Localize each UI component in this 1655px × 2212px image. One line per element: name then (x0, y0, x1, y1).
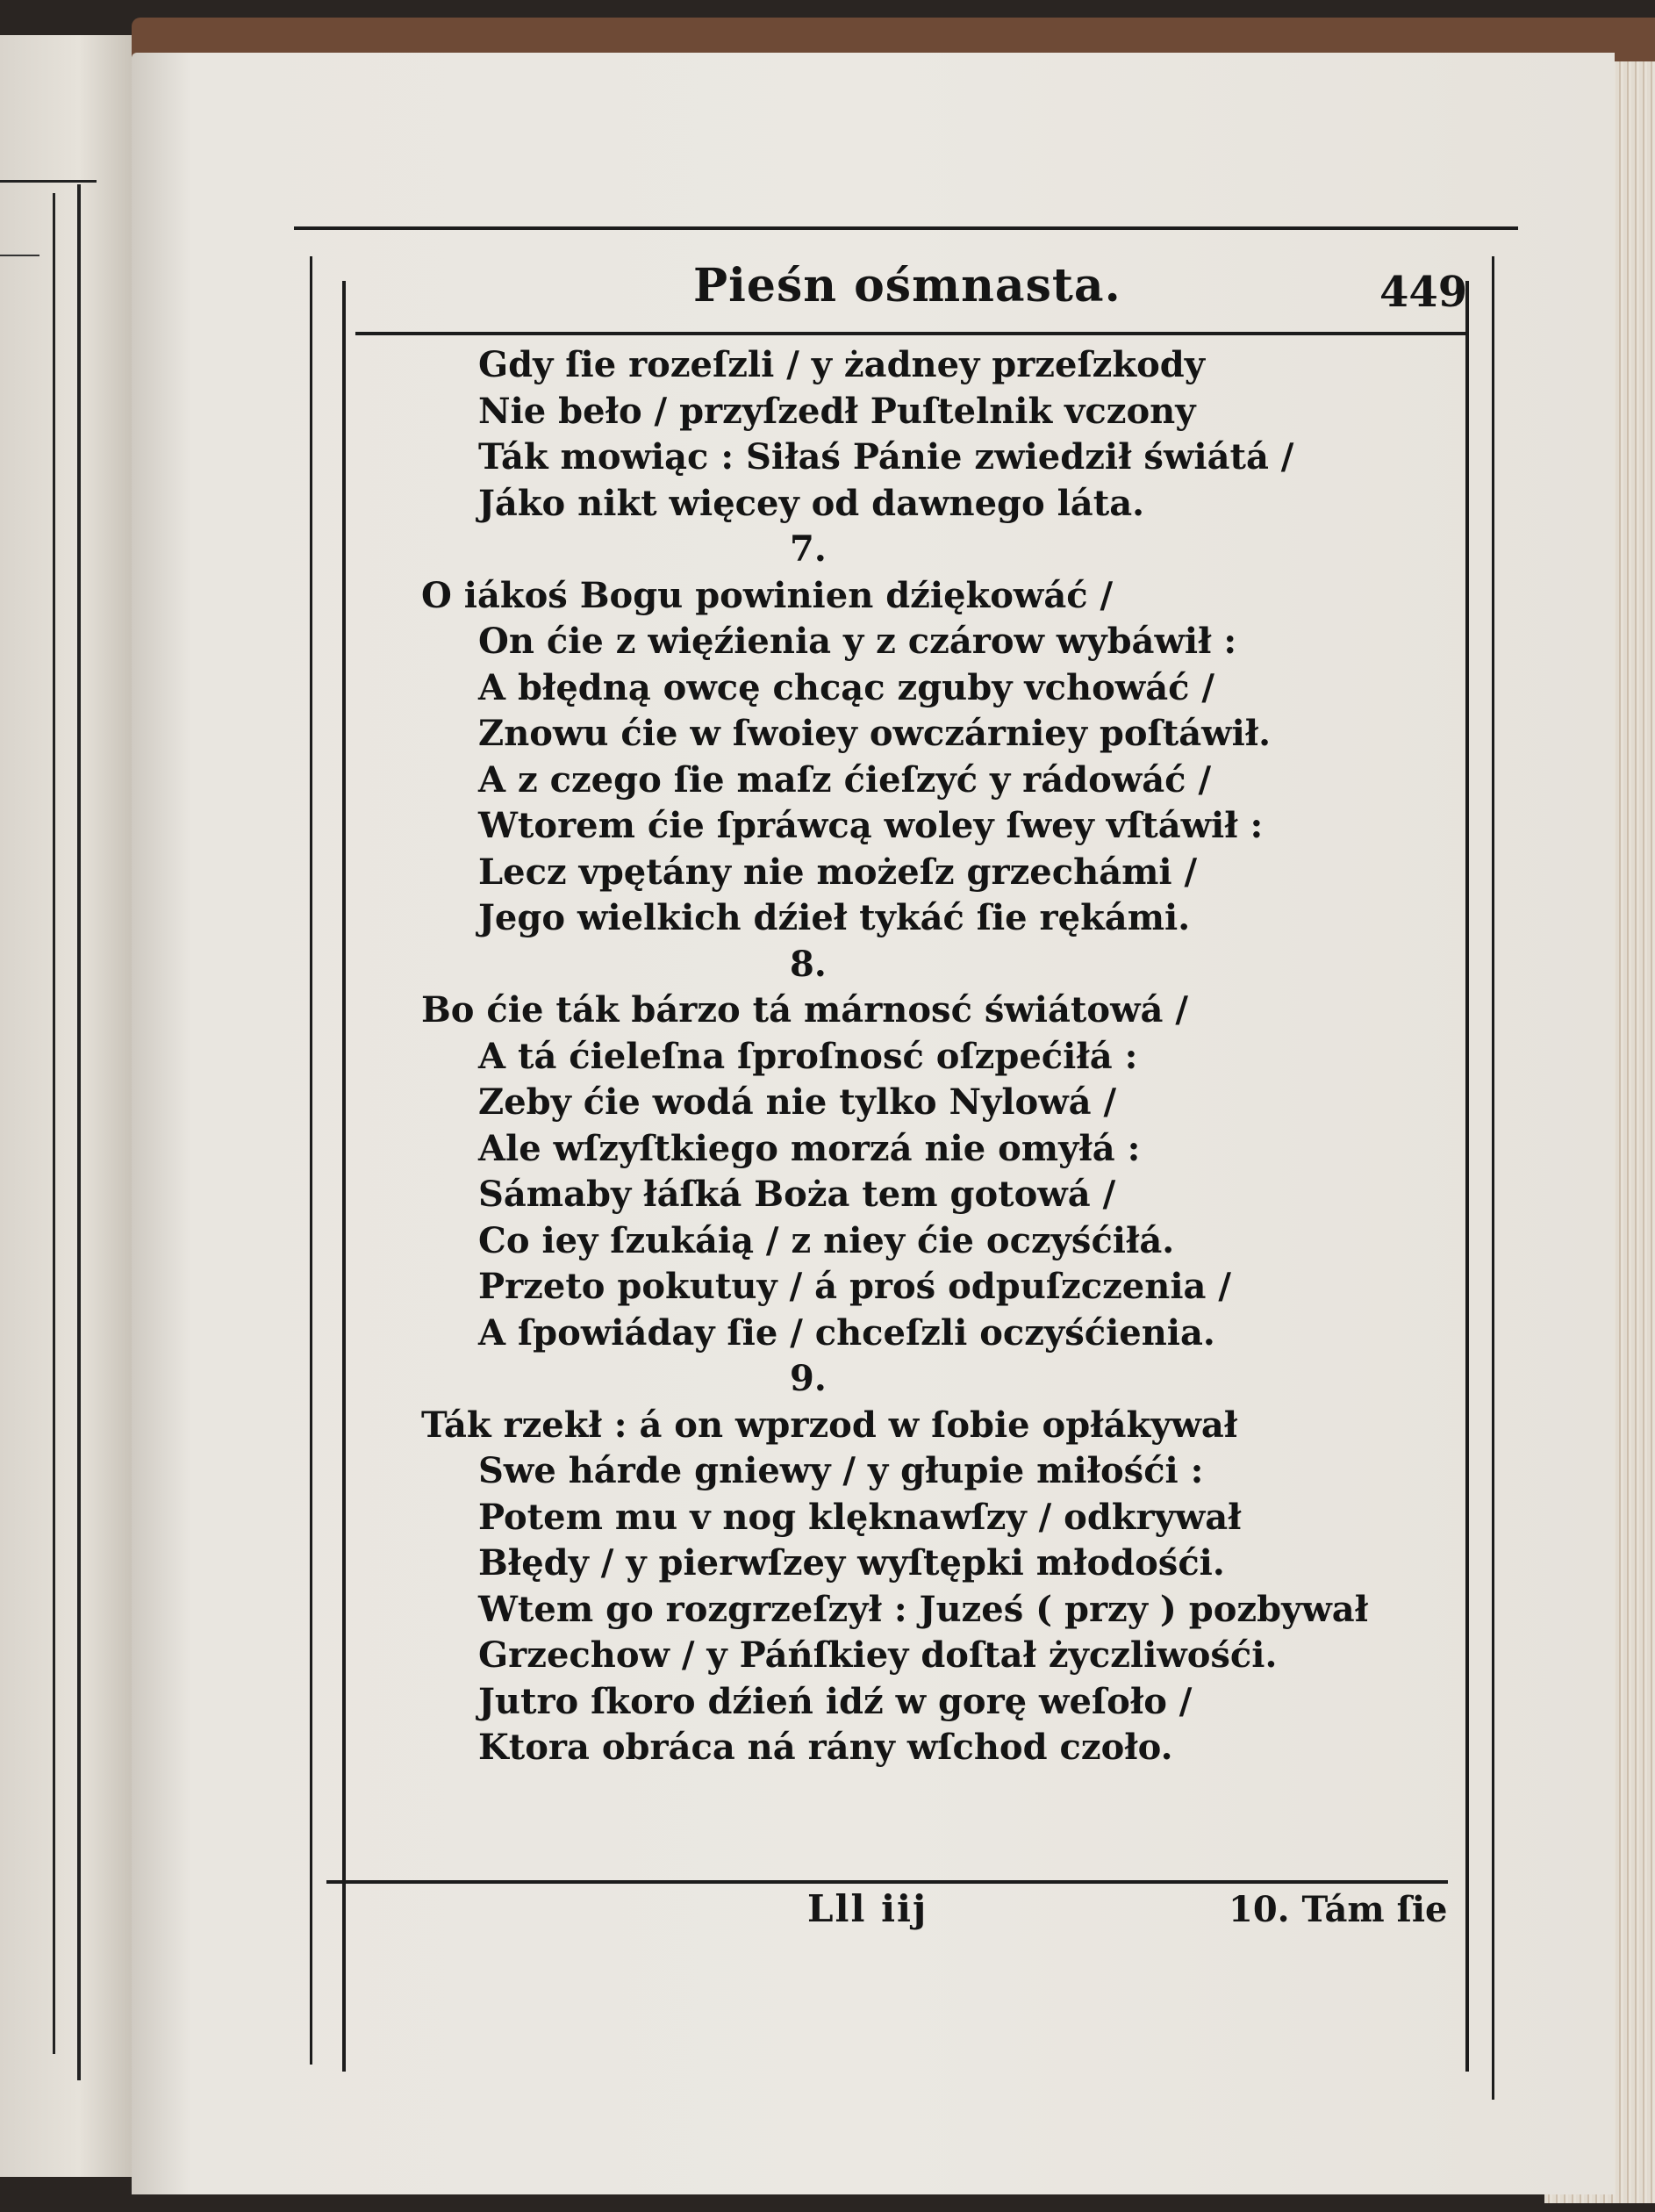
frame-rule-bottom (326, 1880, 1448, 1884)
verse-line: Ktora obráca ná rány wſchod czoło. (478, 1727, 1173, 1768)
verse-line: Nie beło / przyſzedł Puſtelnik vczony (478, 390, 1196, 432)
verse-line: Potem mu v nog klęknawſzy / odkrywał (478, 1496, 1242, 1538)
facing-page-rule (77, 184, 81, 2080)
verse-line: Jáko nikt więcey od dawnego láta. (478, 482, 1145, 524)
stanza (421, 342, 1474, 527)
poem-text (421, 342, 1474, 1771)
frame-rule-left-outer (310, 256, 312, 2065)
signature-mark: Lll iij (807, 1887, 928, 1930)
facing-page-rule (0, 255, 39, 256)
verse-line: A z czego ſie maſz ćieſzyć y rádowáć / (478, 758, 1212, 801)
verse-line: Jego wielkich dźieł tykáć ſie rękámi. (478, 897, 1191, 938)
page-number: 449 (1379, 268, 1468, 317)
verse-line: A tá ćieleſna ſproſnosć oſzpećiłá : (478, 1035, 1138, 1077)
stanza (421, 527, 1474, 942)
book-page (132, 53, 1615, 2194)
frame-rule-right-outer (1492, 256, 1494, 2100)
stanza-number: 7. (790, 528, 827, 570)
frame-rule-header (355, 332, 1465, 335)
verse-line: Wtem go rozgrzeſzył : Juześ ( przy ) pozbywał (478, 1588, 1369, 1630)
verse-line: O iákoś Bogu powinien dźiękowáć / (421, 574, 1114, 616)
verse-line: Ale wſzyſtkiego morzá nie omyłá : (478, 1127, 1141, 1169)
verse-line: Ták rzekł : á on wprzod w ſobie opłákywał (421, 1404, 1238, 1446)
stanza-number: 8. (790, 943, 827, 985)
stanza (421, 942, 1474, 1357)
verse-line: Co iey ſzukáią / z niey ćie oczyśćiłá. (478, 1219, 1175, 1261)
stanza (421, 1356, 1474, 1771)
verse-line: A błędną owcę chcąc zguby vchowáć / (478, 666, 1215, 708)
verse-line: Błędy / y pierwſzey wyſtępki młodośći. (478, 1542, 1225, 1584)
stanza-number: 9. (790, 1358, 827, 1399)
verse-line: Przeto pokutuy / á proś odpuſzczenia / (478, 1266, 1231, 1307)
verse-line: Grzechow / y Páńſkiey doſtał życzliwośći. (478, 1634, 1278, 1676)
frame-rule-left-inner (342, 281, 346, 2072)
catchword: 10. Tám ſie (1229, 1889, 1448, 1930)
running-head: Pieśn ośmnasta. (693, 259, 1121, 312)
verse-line: Jutro ſkoro dźień idź w gorę weſoło / (478, 1680, 1193, 1722)
verse-line: Bo ćie ták bárzo tá márnosć świátowá / (421, 989, 1188, 1031)
frame-rule-top (294, 226, 1518, 230)
verse-line: A ſpowiáday ſie / chceſzli oczyśćienia. (478, 1311, 1215, 1354)
facing-page (0, 35, 132, 2177)
verse-line: Sámaby łáſká Boża tem gotowá / (478, 1174, 1116, 1215)
verse-line: Lecz vpętány nie możeſz grzechámi / (478, 851, 1198, 893)
verse-line: Swe hárde gniewy / y głupie miłośći : (478, 1450, 1204, 1491)
verse-line: Ták mowiąc : Siłaś Pánie zwiedził świátá / (478, 436, 1294, 478)
verse-line: Wtorem ćie ſpráwcą woley ſwey vſtáwił : (478, 805, 1264, 846)
facing-page-rule (53, 193, 55, 2054)
facing-page-rule (0, 180, 97, 183)
verse-line: Gdy ſie rozeſzli / y żadney przeſzkody (478, 344, 1205, 385)
verse-line: On ćie z więźienia y z czárow wybáwił : (478, 621, 1237, 662)
verse-line: Zeby ćie wodá nie tylko Nylowá / (478, 1081, 1117, 1123)
verse-line: Znowu ćie w ſwoiey owczárniey poſtáwił. (478, 713, 1272, 754)
